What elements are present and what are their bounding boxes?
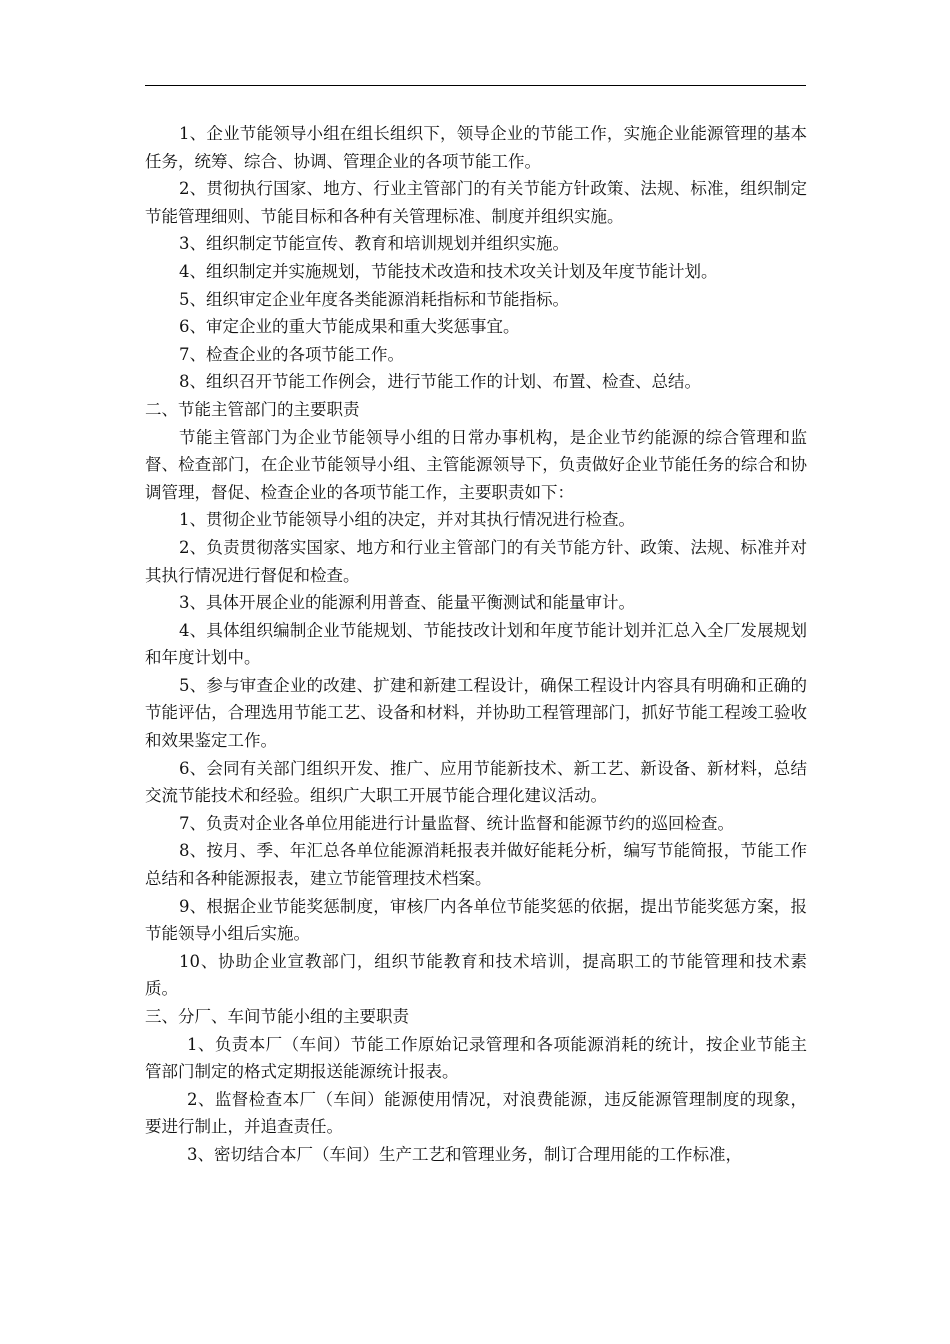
s2-item-7: 7、负责对企业各单位用能进行计量监督、统计监督和能源节约的巡回检查。 <box>179 813 734 833</box>
s2-item-10: 10、协助企业宣教部门，组织节能教育和技术培训，提高职工的节能管理和技术素质。 <box>145 951 807 999</box>
s2-intro: 节能主管部门为企业节能领导小组的日常办事机构，是企业节约能源的综合管理和监督、检查部门，在企业节能领导小组、主管能源领导下，负责做好企业节能任务的综合和协调管理，督促、检查企业的各项节能工作，主要职责如下： <box>145 427 807 502</box>
s3-item-2: 2、监督检查本厂（车间）能源使用情况，对浪费能源，违反能源管理制度的现象，要进行制止，并追查责任。 <box>145 1089 807 1137</box>
document-body <box>145 120 807 1169</box>
s2-item-3: 3、具体开展企业的能源利用普查、能量平衡测试和能量审计。 <box>179 593 635 613</box>
s3-item-1: 1、负责本厂（车间）节能工作原始记录管理和各项能源消耗的统计，按企业节能主管部门制定的格式定期报送能源统计报表。 <box>145 1034 807 1082</box>
s1-item-4: 4、组织制定并实施规划，节能技术改造和技术攻关计划及年度节能计划。 <box>179 261 718 281</box>
section-3-heading: 三、分厂、车间节能小组的主要职责 <box>145 1007 409 1026</box>
s2-item-8: 8、按月、季、年汇总各单位能源消耗报表并做好能耗分析，编写节能简报，节能工作总结和各种能源报表，建立节能管理技术档案。 <box>145 841 807 889</box>
s1-item-5: 5、组织审定企业年度各类能源消耗指标和节能指标。 <box>179 289 569 309</box>
s1-item-2: 2、贯彻执行国家、地方、行业主管部门的有关节能方针政策、法规、标准，组织制定节能管理细则、节能目标和各种有关管理标准、制度并组织实施。 <box>145 179 807 226</box>
s1-item-7: 7、检查企业的各项节能工作。 <box>179 344 404 364</box>
s2-item-6: 6、会同有关部门组织开发、推广、应用节能新技术、新工艺、新设备、新材料，总结交流节能技术和经验。组织广大职工开展节能合理化建议活动。 <box>145 758 807 806</box>
s1-item-1: 1、企业节能领导小组在组长组织下，领导企业的节能工作，实施企业能源管理的基本任务，统筹、综合、协调、管理企业的各项节能工作。 <box>145 124 807 171</box>
s1-item-8: 8、组织召开节能工作例会，进行节能工作的计划、布置、检查、总结。 <box>179 372 701 392</box>
s2-item-4: 4、具体组织编制企业节能规划、节能技改计划和年度节能计划并汇总入全厂发展规划和年度计划中。 <box>145 620 807 668</box>
header-rule <box>145 85 806 86</box>
s3-item-3: 3、密切结合本厂（车间）生产工艺和管理业务，制订合理用能的工作标准， <box>187 1144 742 1164</box>
section-2-heading: 二、节能主管部门的主要职责 <box>145 399 360 419</box>
s2-item-9: 9、根据企业节能奖惩制度，审核厂内各单位节能奖惩的依据，提出节能奖惩方案，报节能领导小组后实施。 <box>145 896 807 944</box>
s2-item-1: 1、贯彻企业节能领导小组的决定，并对其执行情况进行检查。 <box>179 510 635 530</box>
s1-item-3: 3、组织制定节能宣传、教育和培训规划并组织实施。 <box>179 234 569 254</box>
s2-item-5: 5、参与审查企业的改建、扩建和新建工程设计，确保工程设计内容具有明确和正确的节能评估，合理选用节能工艺、设备和材料，并协助工程管理部门，抓好节能工程竣工验收和效果鉴定工作。 <box>145 675 807 751</box>
s1-item-6: 6、审定企业的重大节能成果和重大奖惩事宜。 <box>179 317 520 337</box>
s2-item-2: 2、负责贯彻落实国家、地方和行业主管部门的有关节能方针、政策、法规、标准并对其执行情况进行督促和检查。 <box>145 537 807 585</box>
